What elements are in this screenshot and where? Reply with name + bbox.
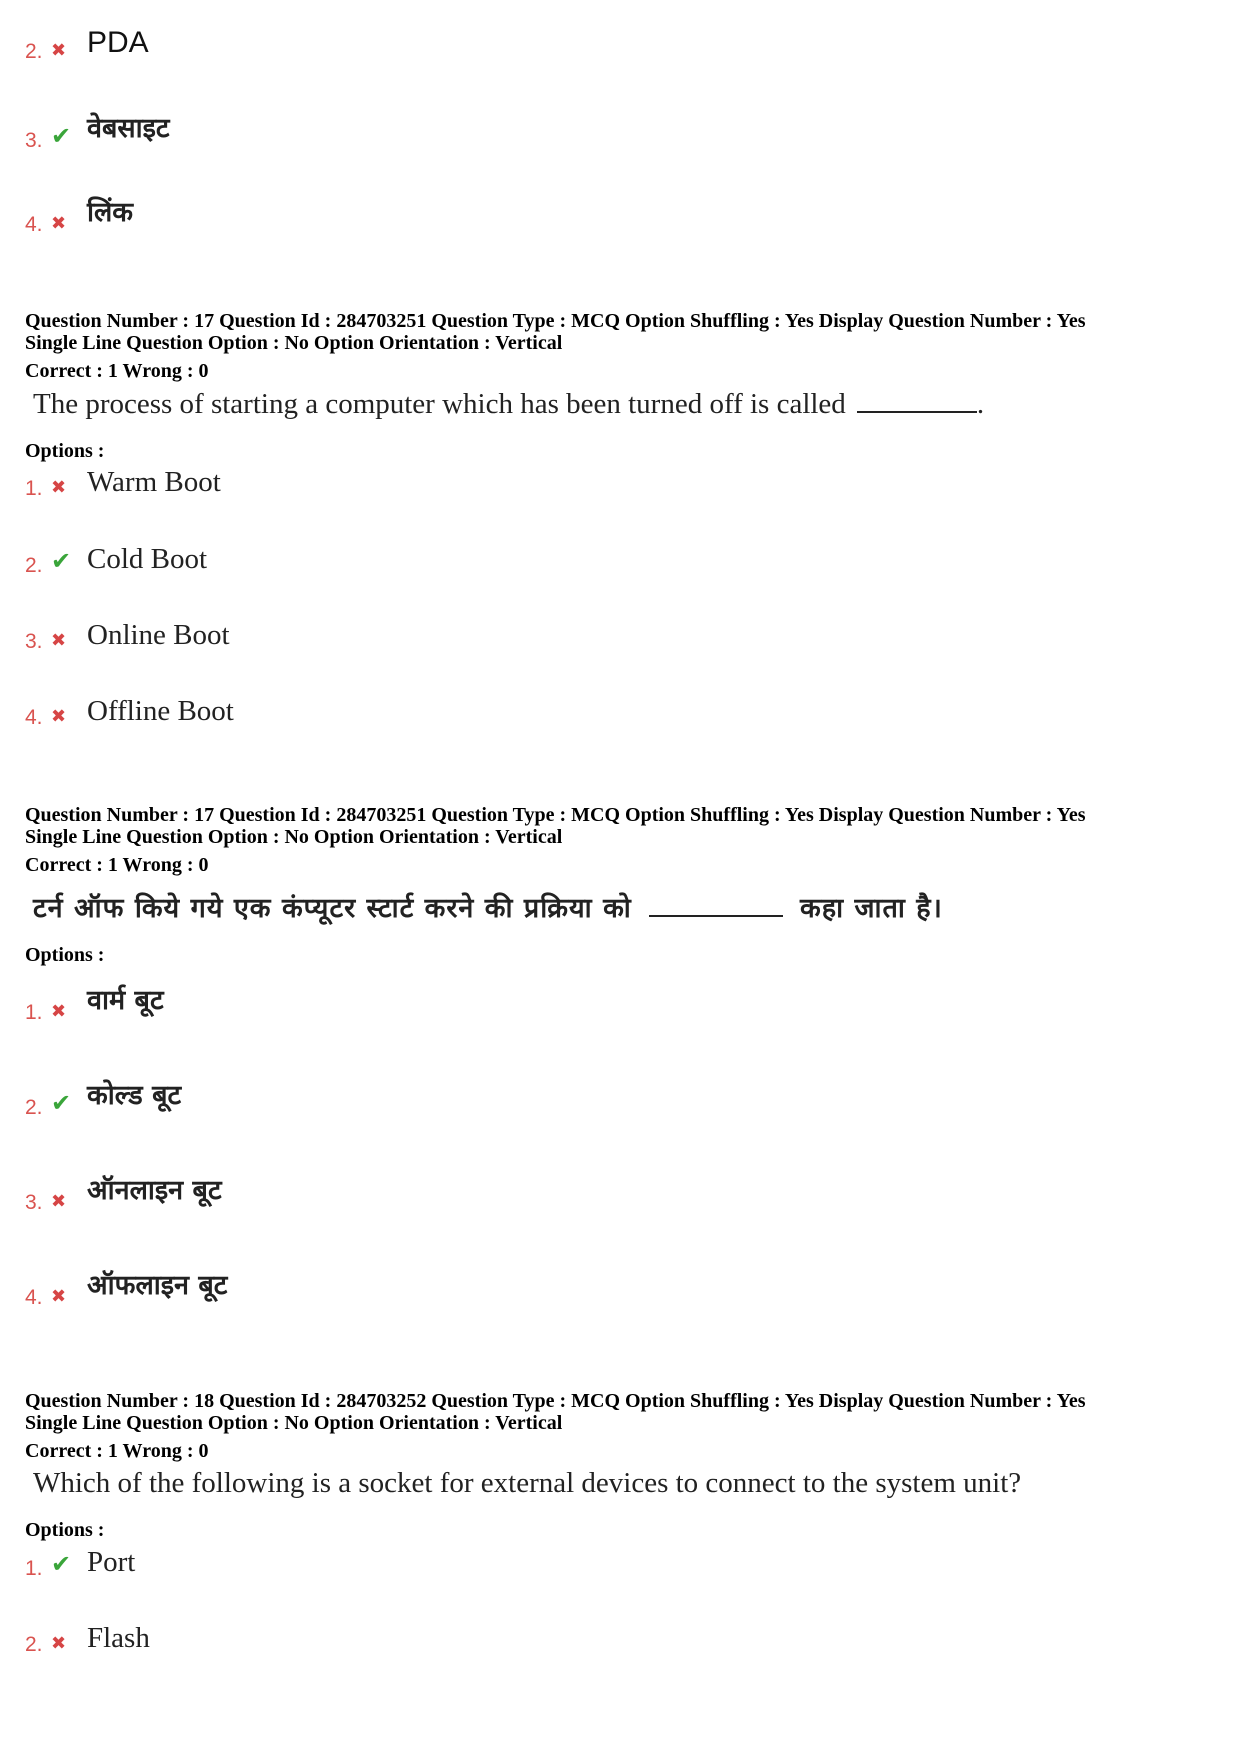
- answer-blank: [857, 411, 977, 413]
- option-item: [25, 1265, 227, 1310]
- option-text: Flash: [87, 1622, 150, 1654]
- option-text: कोल्ड बूट: [87, 1080, 182, 1111]
- cross-icon: ✖: [51, 630, 67, 651]
- option-item: [25, 980, 164, 1025]
- option-number: 1.: [25, 477, 43, 500]
- option-text: Offline Boot: [87, 695, 234, 727]
- cross-icon: ✖: [51, 477, 67, 498]
- option-number: 3.: [25, 630, 43, 653]
- cross-icon: ✖: [51, 706, 67, 727]
- option-text: ऑनलाइन बूट: [87, 1175, 222, 1206]
- cross-icon: ✖: [51, 40, 67, 61]
- option-number: 1.: [25, 1557, 43, 1580]
- meta-line-2: Single Line Question Option : No Option Orientation : Vertical: [25, 332, 563, 354]
- cross-icon: ✖: [51, 1191, 67, 1212]
- meta-line-2: Single Line Question Option : No Option Orientation : Vertical: [25, 826, 563, 848]
- option-number: 2.: [25, 40, 43, 63]
- option-item: [25, 192, 133, 237]
- option-number: 4.: [25, 1286, 43, 1309]
- option-number: 2.: [25, 1096, 43, 1119]
- option-number: 3.: [25, 1191, 43, 1214]
- question-text-before: टर्न ऑफ किये गये एक कंप्यूटर स्टार्ट करने की प्रक्रिया को: [33, 893, 632, 924]
- meta-line-1: Question Number : 17 Question Id : 284703251 Question Type : MCQ Option Shuffling : Yes Display Question Number : Yes: [25, 310, 1086, 332]
- option-item: [25, 1622, 150, 1657]
- option-item: [25, 1170, 222, 1215]
- question-meta: [25, 310, 1215, 382]
- question-text: [25, 388, 1215, 421]
- option-number: 2.: [25, 1633, 43, 1656]
- meta-line-1: Question Number : 18 Question Id : 284703252 Question Type : MCQ Option Shuffling : Yes Display Question Number : Yes: [25, 1390, 1086, 1412]
- option-item: [25, 543, 207, 578]
- option-text: Online Boot: [87, 619, 230, 651]
- meta-line-3: Correct : 1 Wrong : 0: [25, 854, 209, 876]
- option-item: [25, 26, 149, 64]
- option-item: [25, 619, 230, 654]
- option-text: Port: [87, 1546, 136, 1578]
- option-text: PDA: [87, 26, 149, 59]
- option-number: 2.: [25, 554, 43, 577]
- check-icon: ✔: [51, 122, 72, 150]
- options-label: Options :: [25, 944, 105, 966]
- check-icon: ✔: [51, 1089, 72, 1117]
- cross-icon: ✖: [51, 1001, 67, 1022]
- cross-icon: ✖: [51, 1633, 67, 1654]
- option-text: Warm Boot: [87, 466, 221, 498]
- option-number: 4.: [25, 706, 43, 729]
- option-item: [25, 108, 170, 153]
- option-number: 1.: [25, 1001, 43, 1024]
- question-text: [25, 1467, 1215, 1500]
- question-text: [25, 888, 1215, 925]
- cross-icon: ✖: [51, 213, 67, 234]
- option-item: [25, 1075, 181, 1120]
- option-text: Cold Boot: [87, 543, 208, 575]
- meta-line-3: Correct : 1 Wrong : 0: [25, 360, 209, 382]
- question-meta: [25, 1390, 1215, 1462]
- option-text: वार्म बूट: [87, 985, 164, 1016]
- check-icon: ✔: [51, 1550, 72, 1578]
- question-text-before: The process of starting a computer which has been turned off is called: [33, 388, 846, 420]
- cross-icon: ✖: [51, 1286, 67, 1307]
- option-item: [25, 1546, 135, 1581]
- meta-line-3: Correct : 1 Wrong : 0: [25, 1440, 209, 1462]
- meta-line-1: Question Number : 17 Question Id : 284703251 Question Type : MCQ Option Shuffling : Yes Display Question Number : Yes: [25, 804, 1086, 826]
- option-text: वेबसाइट: [87, 113, 170, 144]
- meta-line-2: Single Line Question Option : No Option Orientation : Vertical: [25, 1412, 563, 1434]
- option-item: [25, 695, 234, 730]
- option-text: लिंक: [87, 197, 134, 228]
- options-label: Options :: [25, 1519, 105, 1541]
- question-text-after: कहा जाता है।: [800, 893, 943, 924]
- option-item: [25, 466, 221, 501]
- options-label: Options :: [25, 440, 105, 462]
- answer-blank: [649, 915, 783, 917]
- option-text: ऑफलाइन बूट: [87, 1270, 228, 1301]
- question-text-after: .: [976, 388, 985, 420]
- question-text: Which of the following is a socket for external devices to connect to the system unit?: [33, 1467, 1022, 1499]
- option-number: 3.: [25, 129, 43, 152]
- question-meta: [25, 804, 1215, 876]
- option-number: 4.: [25, 213, 43, 236]
- check-icon: ✔: [51, 547, 72, 575]
